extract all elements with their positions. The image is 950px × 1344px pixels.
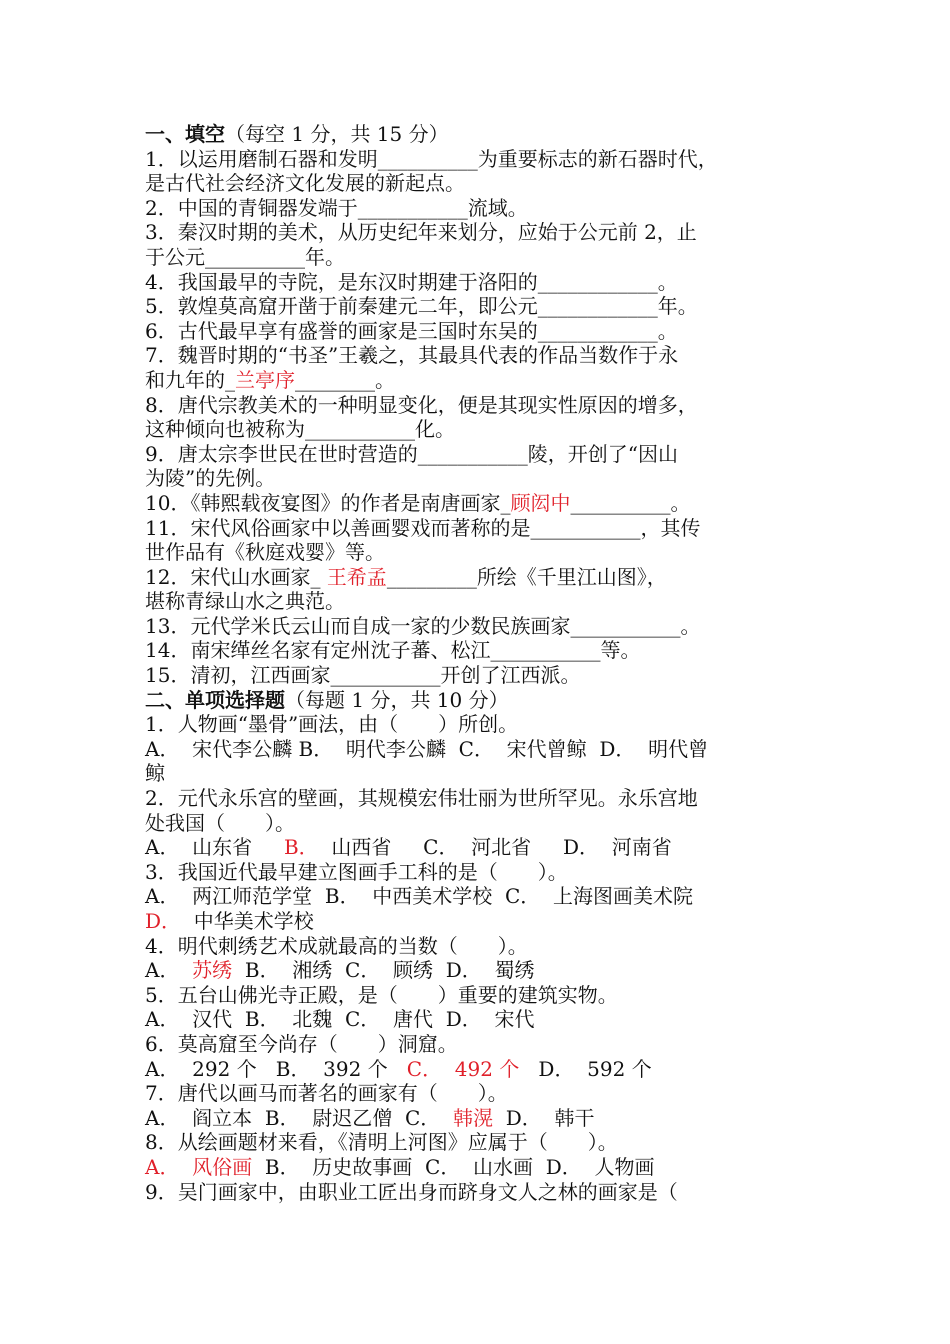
question-line: 3．我国近代最早建立图画手工科的是（ ）。 xyxy=(145,859,568,884)
q2-opt-rest: 山西省 C． 河北省 D． 河南省 xyxy=(331,835,672,860)
question-line: 2．元代永乐宫的壁画，其规模宏伟壮丽为世所罕见。永乐宫地 xyxy=(145,786,698,811)
options-line: A． 两江师范学堂 B． 中西美术学校 C． 上海图画美术院 xyxy=(145,884,694,909)
fill-line: 堪称青绿山水之典范。 xyxy=(145,589,345,614)
fill-line: 这种倾向也被称为___________化。 xyxy=(145,417,455,442)
question-line: 8．从绘画题材来看，《清明上河图》应属于（ ）。 xyxy=(145,1130,618,1155)
answer-option: D． xyxy=(145,909,182,933)
options-line-q8 xyxy=(145,1155,815,1180)
fill-line: 3．秦汉时期的美术，从历史纪年来划分，应始于公元前 2，止 xyxy=(145,220,697,245)
fill-line: 为陵”的先例。 xyxy=(145,466,276,491)
q4-opt-rest: B． 湘绣 C． 顾绣 D． 蜀绣 xyxy=(232,958,535,983)
fill-line: 9．唐太宗李世民在世时营造的___________陵，开创了“因山 xyxy=(145,441,678,466)
q12-post: _________所绘《千里江山图》， xyxy=(386,564,667,589)
question-line: 4．明代刺绣艺术成就最高的当数（ ）。 xyxy=(145,933,528,958)
fill-line-q10 xyxy=(145,491,815,516)
answer-option: B． xyxy=(283,835,332,860)
q8-opt-post: B． 历史故事画 C． 山水画 D． 人物画 xyxy=(252,1154,655,1179)
fill-line: 是古代社会经济文化发展的新起点。 xyxy=(145,171,465,196)
q10-post: __________。 xyxy=(570,490,691,515)
fill-line: 4．我国最早的寺院，是东汉时期建于洛阳的____________。 xyxy=(145,269,678,294)
answer-option: 苏绣 xyxy=(192,958,233,983)
section1-title: 一、填空 xyxy=(145,122,225,146)
fill-line: 6．古代最早享有盛誉的画家是三国时东吴的____________。 xyxy=(145,318,678,343)
answer-option: 韩滉 xyxy=(453,1105,494,1130)
fill-line-q7 xyxy=(145,368,815,393)
fill-line: 7．魏晋时期的“书圣”王羲之，其最具代表的作品当数作于永 xyxy=(145,343,679,368)
fill-line: 5．敦煌莫高窟开凿于前秦建元二年，即公元____________年。 xyxy=(145,294,698,319)
q4-opt-a: A． xyxy=(145,958,193,983)
options-line: 鲸 xyxy=(145,761,165,786)
question-line: 6．莫高窟至今尚存（ ）洞窟。 xyxy=(145,1031,458,1056)
q7-post: ________。 xyxy=(295,367,395,392)
answer-text: 顾闳中 xyxy=(510,490,571,515)
fill-line-q12 xyxy=(145,565,815,590)
answer-option: A． 风俗画 xyxy=(145,1154,253,1179)
section1-heading xyxy=(145,122,815,147)
options-line-q6 xyxy=(145,1057,815,1082)
q2-opt-a: A． 山东省 xyxy=(145,835,284,860)
section2-heading xyxy=(145,688,815,713)
exam-page xyxy=(145,122,815,1204)
options-line-q7 xyxy=(145,1106,815,1131)
q7-opt-post: D． 韩干 xyxy=(493,1105,595,1130)
q12-pre: 12．宋代山水画家_ xyxy=(145,564,327,589)
q10-pre: 10．《韩熙载夜宴图》的作者是南唐画家_ xyxy=(145,490,511,515)
answer-option: C． 492 个 xyxy=(406,1056,520,1081)
options-line-q2 xyxy=(145,835,815,860)
q6-opt-pre: A． 292 个 B． 392 个 xyxy=(145,1056,407,1081)
fill-line: 8．唐代宗教美术的一种明显变化，便是其现实性原因的增多， xyxy=(145,392,698,417)
fill-line: 1．以运用磨制石器和发明__________为重要标志的新石器时代， xyxy=(145,146,718,171)
question-line: 7．唐代以画马而著名的画家有（ ）。 xyxy=(145,1081,508,1106)
q7-opt-pre: A． 阎立本 B． 尉迟乙僧 C． xyxy=(145,1105,454,1130)
answer-text: 兰亭序 xyxy=(235,367,295,392)
fill-line: 于公元__________年。 xyxy=(145,244,345,269)
options-line-q4 xyxy=(145,958,815,983)
section1-note: （每空 1 分，共 15 分） xyxy=(225,122,449,146)
question-line: 9．吴门画家中，由职业工匠出身而跻身文人之林的画家是（ xyxy=(145,1179,678,1204)
q6-opt-post: D． 592 个 xyxy=(519,1056,652,1081)
q7-pre: 和九年的_ xyxy=(145,367,235,392)
options-line-q3 xyxy=(145,909,815,934)
q3-opt-d: 中华美术学校 xyxy=(181,909,314,933)
fill-line: 13．元代学米氏云山而自成一家的少数民族画家___________。 xyxy=(145,613,701,638)
options-line: A． 汉代 B． 北魏 C． 唐代 D． 宋代 xyxy=(145,1007,535,1032)
question-line: 1．人物画“墨骨”画法，由（ ）所创。 xyxy=(145,712,519,737)
fill-line: 15．清初，江西画家___________开创了江西派。 xyxy=(145,663,581,688)
fill-line: 11．宋代风俗画家中以善画婴戏而著称的是___________，其传 xyxy=(145,515,701,540)
section2-title: 二、单项选择题 xyxy=(145,687,285,712)
fill-line: 14．南宋缂丝名家有定州沈子蕃、松江___________等。 xyxy=(145,638,641,663)
options-line: A． 宋代李公麟 B． 明代李公麟 C． 宋代曾鲸 D． 明代曾 xyxy=(145,736,709,761)
fill-line: 2．中国的青铜器发端于___________流域。 xyxy=(145,195,528,220)
fill-line: 世作品有《秋庭戏婴》等。 xyxy=(145,540,385,565)
answer-text: 王希孟 xyxy=(326,564,387,589)
section2-note: （每题 1 分，共 10 分） xyxy=(285,687,509,712)
question-line: 处我国（ ）。 xyxy=(145,810,295,835)
question-line: 5．五台山佛光寺正殿，是（ ）重要的建筑实物。 xyxy=(145,982,618,1007)
